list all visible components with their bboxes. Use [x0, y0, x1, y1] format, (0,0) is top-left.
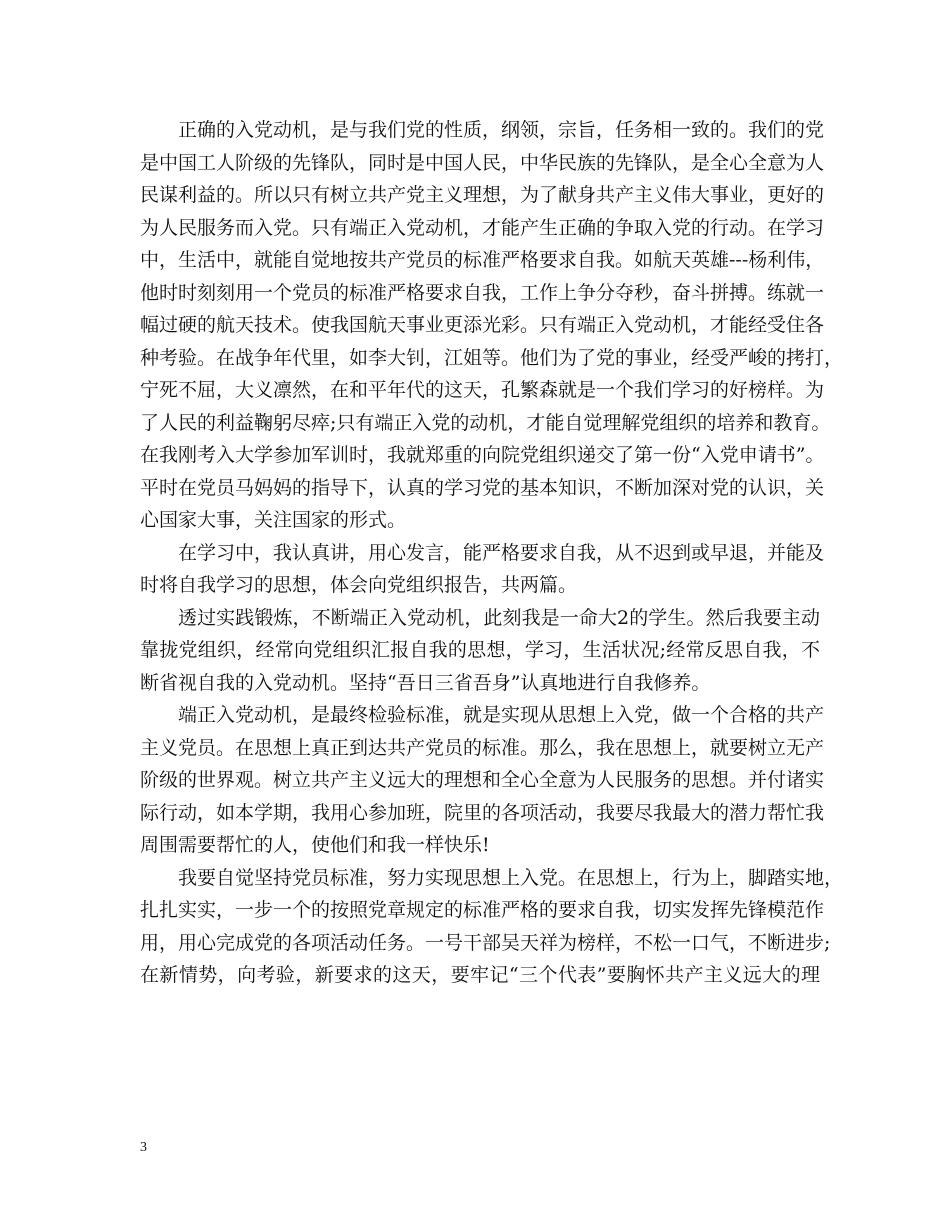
- text-line: 在我刚考入大学参加军训时，我就郑重的向院党组织递交了第一份“入党申请书”。: [140, 444, 825, 466]
- text-line: 他时时刻刻用一个党员的标准严格要求自我，工作上争分夺秒，奋斗拼搏。练就一: [140, 281, 825, 304]
- text-line: 心国家大事，关注国家的形式。: [140, 509, 407, 531]
- text-line: 宁死不屈，大义凛然，在和平年代的这天，孔繁森就是一个我们学习的好榜样。为: [140, 379, 825, 401]
- text-line: 阶级的世界观。树立共产主义远大的理想和全心全意为人民服务的思想。并付诸实: [140, 769, 825, 791]
- text-line: 民谋利益的。所以只有树立共产党主义理想，为了献身共产主义伟大事业，更好的: [140, 184, 825, 206]
- text-line: 平时在党员马妈妈的指导下，认真的学习党的基本知识，不断加深对党的认识，关: [140, 476, 825, 499]
- document-body: [140, 114, 844, 992]
- page-number: 3: [140, 1140, 147, 1155]
- text-line: 是中国工人阶级的先锋队，同时是中国人民，中华民族的先锋队，是全心全意为人: [140, 151, 825, 174]
- text-line: 端正入党动机，是最终检验标准，就是实现从思想上入党，做一个合格的共产: [178, 704, 825, 726]
- text-line: 中，生活中，就能自觉地按共产党员的标准严格要求自我。如航天英雄---杨利伟，: [140, 249, 825, 271]
- paragraph: [140, 602, 820, 700]
- text-line: 正确的入党动机，是与我们党的性质，纲领，宗旨，任务相一致的。我们的党: [178, 119, 825, 141]
- paragraph: [140, 862, 844, 992]
- text-line: 幅过硬的航天技术。使我国航天事业更添光彩。只有端正入党动机，才能经受住各: [140, 314, 825, 336]
- text-line: 在学习中，我认真讲，用心发言，能严格要求自我，从不迟到或早退，并能及: [178, 541, 825, 564]
- text-line: 种考验。在战争年代里，如李大钊，江姐等。他们为了党的事业，经受严峻的拷打，: [140, 346, 844, 369]
- text-line: 为人民服务而入党。只有端正入党动机，才能产生正确的争取入党的行动。在学习: [140, 216, 825, 239]
- text-line: 透过实践锻炼，不断端正入党动机，此刻我是一命大2的学生。然后我要主动: [178, 606, 820, 629]
- paragraph: [140, 699, 825, 862]
- text-line: 了人民的利益鞠躬尽瘁;只有端正入党的动机，才能自觉理解党组织的培养和教育。: [140, 411, 831, 434]
- text-line: 主义党员。在思想上真正到达共产党员的标准。那么，我在思想上，就要树立无产: [140, 736, 825, 759]
- paragraph: [140, 537, 825, 602]
- text-line: 在新情势，向考验，新要求的这天，要牢记“三个代表”要胸怀共产主义远大的理: [140, 964, 820, 986]
- paragraph: [140, 114, 844, 537]
- text-line: 际行动，如本学期，我用心参加班，院里的各项活动，我要尽我最大的潜力帮忙我: [140, 801, 825, 824]
- text-line: 靠拢党组织，经常向党组织汇报自我的思想，学习，生活状况;经常反思自我，不: [140, 639, 820, 661]
- text-line: 扎扎实实，一步一个的按照党章规定的标准严格的要求自我，切实发挥先锋模范作: [140, 899, 825, 921]
- text-line: 用，用心完成党的各项活动任务。一号干部吴天祥为榜样，不松一口气，不断进步;: [140, 931, 831, 954]
- text-line: 我要自觉坚持党员标准，努力实现思想上入党。在思想上，行为上，脚踏实地，: [178, 866, 844, 889]
- text-line: 断省视自我的入党动机。坚持“吾日三省吾身”认真地进行自我修养。: [140, 671, 711, 694]
- text-line: 周围需要帮忙的人，使他们和我一样快乐!: [140, 834, 490, 856]
- text-line: 时将自我学习的思想，体会向党组织报告，共两篇。: [140, 574, 578, 596]
